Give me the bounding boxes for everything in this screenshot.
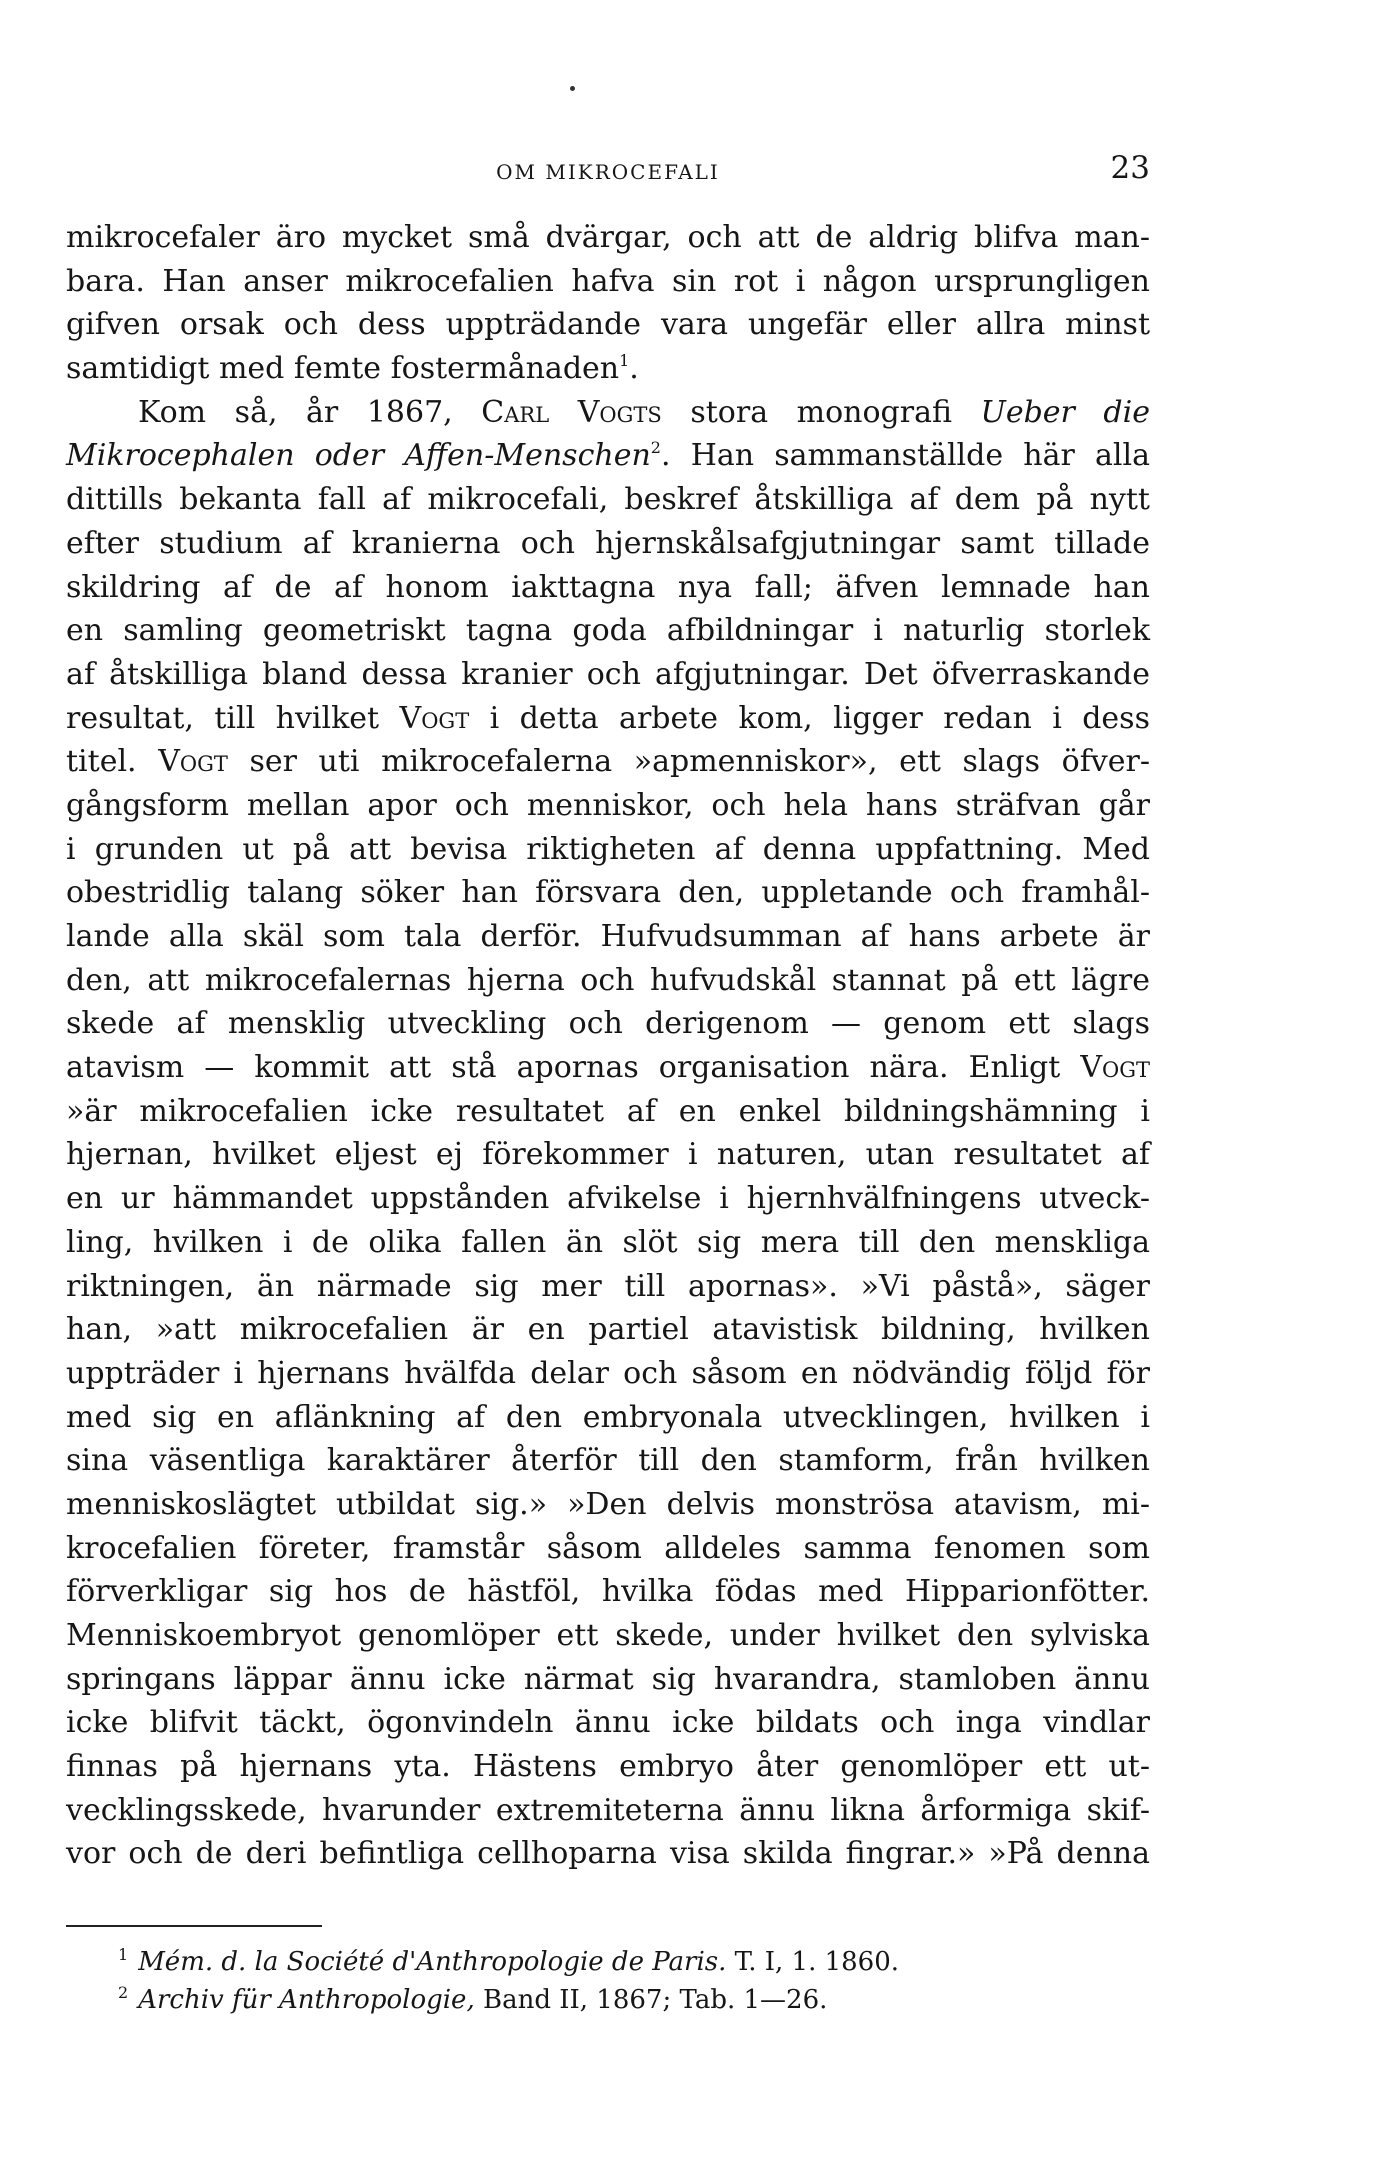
text-line: af åtskilliga bland dessa kranier och afgjutningar. Det öfverraskande <box>66 656 1150 692</box>
text-line <box>66 697 1150 741</box>
text-span: stora monografi <box>690 394 952 430</box>
text-line: en ur hämmandet uppstånden afvikelse i hjernhvälfningens utveck- <box>66 1181 1150 1217</box>
page-header <box>66 150 1150 190</box>
text-span: atavism — kommit att stå apornas organisation nära. Enligt <box>66 1050 1061 1086</box>
text-line: mikrocefaler äro mycket små dvärgar, och att de aldrig blifva man- <box>66 220 1150 255</box>
text-span: . <box>629 351 639 387</box>
text-line: en samling geometriskt tagna goda afbildningar i naturlig storlek <box>66 613 1150 649</box>
text-line: med sig en aflänkning af den embryonala utvecklingen, hvilken i <box>66 1399 1150 1435</box>
footnote-divider <box>66 1925 322 1927</box>
footnotes <box>118 1936 1018 2015</box>
text-line: finnas på hjernans yta. Hästens embryo åter genomlöper ett ut- <box>66 1749 1150 1785</box>
text-line: »är mikrocefalien icke resultatet af en enkel bildningshämning i <box>66 1093 1150 1129</box>
text-line: hjernan, hvilket eljest ej förekommer i naturen, utan resultatet af <box>66 1137 1150 1173</box>
footnote-source: Mém. d. la Société d'Anthropologie de Paris. <box>138 1947 727 1977</box>
text-line: sina väsentliga karaktärer återför till den stamform, från hvilken <box>66 1443 1150 1479</box>
footnote-source: Archiv für Anthropologie, <box>138 1985 475 2015</box>
text-line: efter studium af kranierna och hjernskålsafgjutningar samt tillade <box>66 525 1150 561</box>
text-line: dittills bekanta fall af mikrocefali, beskref åtskilliga af dem på nytt <box>66 482 1150 518</box>
text-line: bara. Han anser mikrocefalien hafva sin rot i någon ursprungligen <box>66 263 1150 299</box>
text-line: menniskoslägtet utbildat sig.» »Den delvis monströsa atavism, mi- <box>66 1486 1150 1522</box>
text-span: titel. <box>66 744 137 780</box>
text-line: han, »att mikrocefalien är en partiel atavistisk bildning, hvilken <box>66 1312 1150 1348</box>
body-text <box>66 216 1150 1876</box>
text-line <box>66 1046 1150 1090</box>
text-line: lande alla skäl som tala derför. Hufvudsumman af hans arbete är <box>66 919 1150 954</box>
text-line: krocefalien företer, framstår såsom alldeles samma fenomen som <box>66 1530 1150 1566</box>
text-span: samtidigt med femte fostermånaden <box>66 351 620 387</box>
text-span: i detta arbete kom, ligger redan i dess <box>489 700 1150 736</box>
text-line <box>66 391 1150 435</box>
text-line <box>66 740 1150 784</box>
text-line: uppträder i hjernans hvälfda delar och såsom en nödvändig följd för <box>66 1355 1150 1391</box>
print-speck <box>570 86 575 91</box>
text-line: icke blifvit täckt, ögonvindeln ännu icke bildats och inga vindlar <box>66 1705 1150 1741</box>
text-line: förverkligar sig hos de hästföl, hvilka födas med Hipparionfötter. <box>66 1574 1150 1610</box>
text-line: ling, hvilken i de olika fallen än slöt sig mera till den menskliga <box>66 1224 1150 1260</box>
text-span: resultat, till hvilket <box>66 700 380 736</box>
text-line: vecklingsskede, hvarunder extremiteterna ännu likna årformiga skif- <box>66 1792 1150 1828</box>
footnote-1 <box>118 1936 1018 1977</box>
footnote-ref-1[interactable]: 1 <box>619 351 630 371</box>
text-line <box>66 347 1150 391</box>
text-span: Kom så, år 1867, <box>138 394 453 430</box>
text-span: ser uti mikrocefalerna »apmenniskor», ett slags öfver- <box>249 744 1150 780</box>
footnote-detail: Band II, 1867; Tab. 1—26. <box>482 1985 828 2015</box>
text-line: vor och de deri befintliga cellhoparna visa skilda fingrar.» »På denna <box>66 1836 1150 1872</box>
page-number: 23 <box>1110 150 1150 186</box>
text-line: gångsform mellan apor och menniskor, och hela hans sträfvan går <box>66 787 1150 823</box>
footnote-ref-2[interactable]: 2 <box>650 438 661 458</box>
text-line: springans läppar ännu icke närmat sig hvarandra, stamloben ännu <box>66 1661 1150 1697</box>
footnote-mark: 1 <box>118 1945 129 1964</box>
footnote-detail: T. I, 1. 1860. <box>734 1947 900 1977</box>
text-line <box>66 434 1150 478</box>
author-name: Carl <box>481 394 550 430</box>
text-line: gifven orsak och dess uppträdande vara ungefär eller allra minst <box>66 307 1150 343</box>
running-title: OM MIKROCEFALI <box>496 160 720 184</box>
text-line: skildring af de af honom iakttagna nya fall; äfven lemnade han <box>66 569 1150 605</box>
text-line: den, att mikrocefalernas hjerna och hufvudskål stannat på ett lägre <box>66 962 1150 998</box>
footnote-2 <box>118 1974 1018 2015</box>
text-line: riktningen, än närmade sig mer till apornas». »Vi påstå», säger <box>66 1268 1150 1304</box>
text-line: obestridlig talang söker han försvara den, uppletande och framhål- <box>66 875 1150 911</box>
text-line: skede af mensklig utveckling och derigenom — genom ett slags <box>66 1006 1150 1042</box>
author-name: Vogt <box>158 744 228 780</box>
author-name: Vogt <box>1080 1050 1150 1086</box>
text-line: Menniskoembryot genomlöper ett skede, under hvilket den sylviska <box>66 1618 1150 1653</box>
footnote-mark: 2 <box>118 1983 129 2002</box>
book-title: Ueber die <box>980 394 1150 430</box>
author-name: Vogt <box>399 700 470 736</box>
text-line: i grunden ut på att bevisa riktigheten af denna uppfattning. Med <box>66 831 1150 867</box>
author-name: Vogts <box>577 394 662 430</box>
text-span: . Han sammanställde här alla <box>660 438 1150 474</box>
book-title: Mikrocephalen oder Affen-Menschen <box>66 438 651 474</box>
